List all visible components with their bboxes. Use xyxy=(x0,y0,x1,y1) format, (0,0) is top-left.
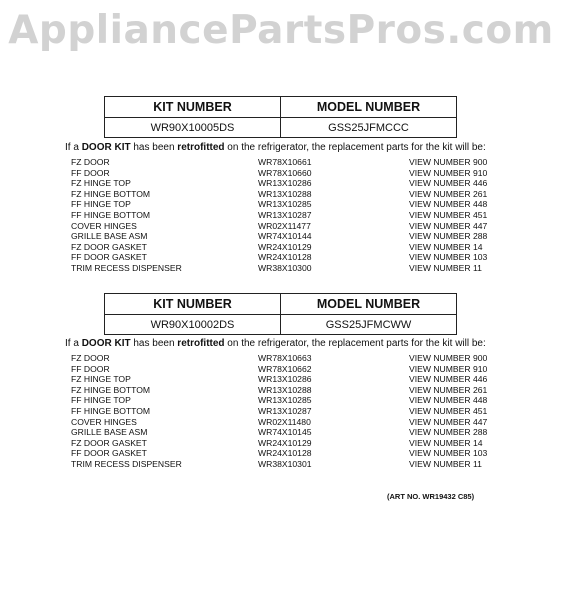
part-number: WR13X10288 xyxy=(258,188,312,199)
part-row xyxy=(71,263,501,274)
view-number: VIEW NUMBER 448 xyxy=(409,199,488,210)
part-row xyxy=(71,157,501,168)
view-number: VIEW NUMBER 900 xyxy=(409,157,488,167)
part-name: FF HINGE BOTTOM xyxy=(71,209,151,220)
view-number: VIEW NUMBER 14 xyxy=(409,437,483,448)
note-kit-word: DOOR KIT xyxy=(81,338,131,349)
part-row xyxy=(71,221,501,232)
view-number: VIEW NUMBER 261 xyxy=(409,384,488,395)
part-name: FF HINGE BOTTOM xyxy=(71,405,151,416)
part-name: GRILLE BASE ASM xyxy=(71,231,148,242)
view-number: VIEW NUMBER 288 xyxy=(409,427,488,438)
view-number: VIEW NUMBER 900 xyxy=(409,353,488,363)
note-retro-word: retrofitted xyxy=(177,142,225,153)
view-number: VIEW NUMBER 261 xyxy=(409,188,488,199)
part-number: WR78X10661 xyxy=(258,157,312,167)
parts-list-1 xyxy=(71,157,501,274)
part-row xyxy=(71,417,501,428)
part-number: WR13X10285 xyxy=(258,199,312,210)
part-number: WR74X10145 xyxy=(258,427,312,438)
part-number: WR24X10129 xyxy=(258,437,312,448)
part-row xyxy=(71,189,501,200)
note-suffix: on the refrigerator, the replacement parts for the kit will be: xyxy=(224,142,486,153)
part-row xyxy=(71,231,501,242)
view-number: VIEW NUMBER 448 xyxy=(409,395,488,406)
part-name: FZ HINGE BOTTOM xyxy=(71,188,151,199)
part-name: FZ HINGE BOTTOM xyxy=(71,384,151,395)
kit-table-1 xyxy=(104,96,457,138)
part-number: WR13X10285 xyxy=(258,395,312,406)
part-name: GRILLE BASE ASM xyxy=(71,427,148,438)
part-row xyxy=(71,374,501,385)
part-name: FZ DOOR xyxy=(71,353,110,363)
part-name: FF DOOR xyxy=(71,363,110,374)
part-name: FF HINGE TOP xyxy=(71,395,131,406)
part-name: FZ HINGE TOP xyxy=(71,178,131,189)
view-number: VIEW NUMBER 14 xyxy=(409,241,483,252)
kit-number-header: KIT NUMBER xyxy=(105,97,281,118)
part-number: WR38X10300 xyxy=(258,262,312,273)
view-number: VIEW NUMBER 446 xyxy=(409,374,488,385)
view-number: VIEW NUMBER 288 xyxy=(409,231,488,242)
model-number-header: MODEL NUMBER xyxy=(281,294,457,315)
model-number-value: GSS25JFMCCC xyxy=(281,118,457,138)
model-number-header: MODEL NUMBER xyxy=(281,97,457,118)
part-number: WR78X10663 xyxy=(258,353,312,363)
part-row xyxy=(71,178,501,189)
part-number: WR74X10144 xyxy=(258,231,312,242)
view-number: VIEW NUMBER 103 xyxy=(409,448,488,459)
note-suffix: on the refrigerator, the replacement parts for the kit will be: xyxy=(224,338,486,349)
part-number: WR13X10286 xyxy=(258,178,312,189)
view-number: VIEW NUMBER 447 xyxy=(409,220,488,231)
kit-table-2 xyxy=(104,293,457,335)
art-number: (ART NO. WR19432 C85) xyxy=(387,492,475,501)
note-prefix: If a xyxy=(65,338,82,349)
part-number: WR13X10287 xyxy=(258,405,312,416)
part-row xyxy=(71,438,501,449)
view-number: VIEW NUMBER 447 xyxy=(409,416,488,427)
part-name: FZ DOOR GASKET xyxy=(71,437,147,448)
part-number: WR24X10128 xyxy=(258,448,312,459)
kit-number-header: KIT NUMBER xyxy=(105,294,281,315)
part-name: COVER HINGES xyxy=(71,416,137,427)
view-number: VIEW NUMBER 451 xyxy=(409,405,488,416)
note-retro-word: retrofitted xyxy=(177,338,225,349)
part-row xyxy=(71,364,501,375)
part-number: WR78X10662 xyxy=(258,363,312,374)
model-number-value: GSS25JFMCWW xyxy=(281,315,457,335)
part-number: WR38X10301 xyxy=(258,458,312,469)
part-name: FF DOOR GASKET xyxy=(71,252,147,263)
part-row xyxy=(71,210,501,221)
part-name: TRIM RECESS DISPENSER xyxy=(71,458,182,469)
part-name: FF DOOR GASKET xyxy=(71,448,147,459)
part-name: FZ HINGE TOP xyxy=(71,374,131,385)
part-row xyxy=(71,242,501,253)
part-number: WR13X10286 xyxy=(258,374,312,385)
part-name: FF HINGE TOP xyxy=(71,199,131,210)
view-number: VIEW NUMBER 11 xyxy=(409,458,482,469)
part-row xyxy=(71,395,501,406)
note-prefix: If a xyxy=(65,142,82,153)
part-number: WR13X10287 xyxy=(258,209,312,220)
part-number: WR02X11477 xyxy=(258,220,311,231)
view-number: VIEW NUMBER 910 xyxy=(409,167,488,178)
part-row xyxy=(71,459,501,470)
part-row xyxy=(71,353,501,364)
part-row xyxy=(71,252,501,263)
view-number: VIEW NUMBER 11 xyxy=(409,262,482,273)
part-number: WR24X10128 xyxy=(258,252,312,263)
note-middle: has been xyxy=(130,142,178,153)
part-row xyxy=(71,168,501,179)
view-number: VIEW NUMBER 451 xyxy=(409,209,488,220)
view-number: VIEW NUMBER 103 xyxy=(409,252,488,263)
kit-number-value: WR90X10002DS xyxy=(105,315,281,335)
note-kit-word: DOOR KIT xyxy=(81,142,131,153)
part-name: FZ DOOR xyxy=(71,157,110,167)
retrofit-note-2 xyxy=(65,338,486,349)
part-row xyxy=(71,199,501,210)
watermark-logo: AppliancePartsPros.com xyxy=(8,8,554,53)
view-number: VIEW NUMBER 910 xyxy=(409,363,488,374)
part-number: WR24X10129 xyxy=(258,241,312,252)
part-row xyxy=(71,448,501,459)
part-name: FZ DOOR GASKET xyxy=(71,241,147,252)
kit-number-value: WR90X10005DS xyxy=(105,118,281,138)
note-middle: has been xyxy=(130,338,178,349)
part-number: WR78X10660 xyxy=(258,167,312,178)
view-number: VIEW NUMBER 446 xyxy=(409,178,488,189)
part-name: TRIM RECESS DISPENSER xyxy=(71,262,182,273)
part-name: COVER HINGES xyxy=(71,220,137,231)
part-number: WR13X10288 xyxy=(258,384,312,395)
parts-list-2 xyxy=(71,353,501,470)
part-row xyxy=(71,406,501,417)
part-row xyxy=(71,427,501,438)
part-row xyxy=(71,385,501,396)
part-number: WR02X11480 xyxy=(258,416,311,427)
retrofit-note-1 xyxy=(65,142,486,153)
part-name: FF DOOR xyxy=(71,167,110,178)
